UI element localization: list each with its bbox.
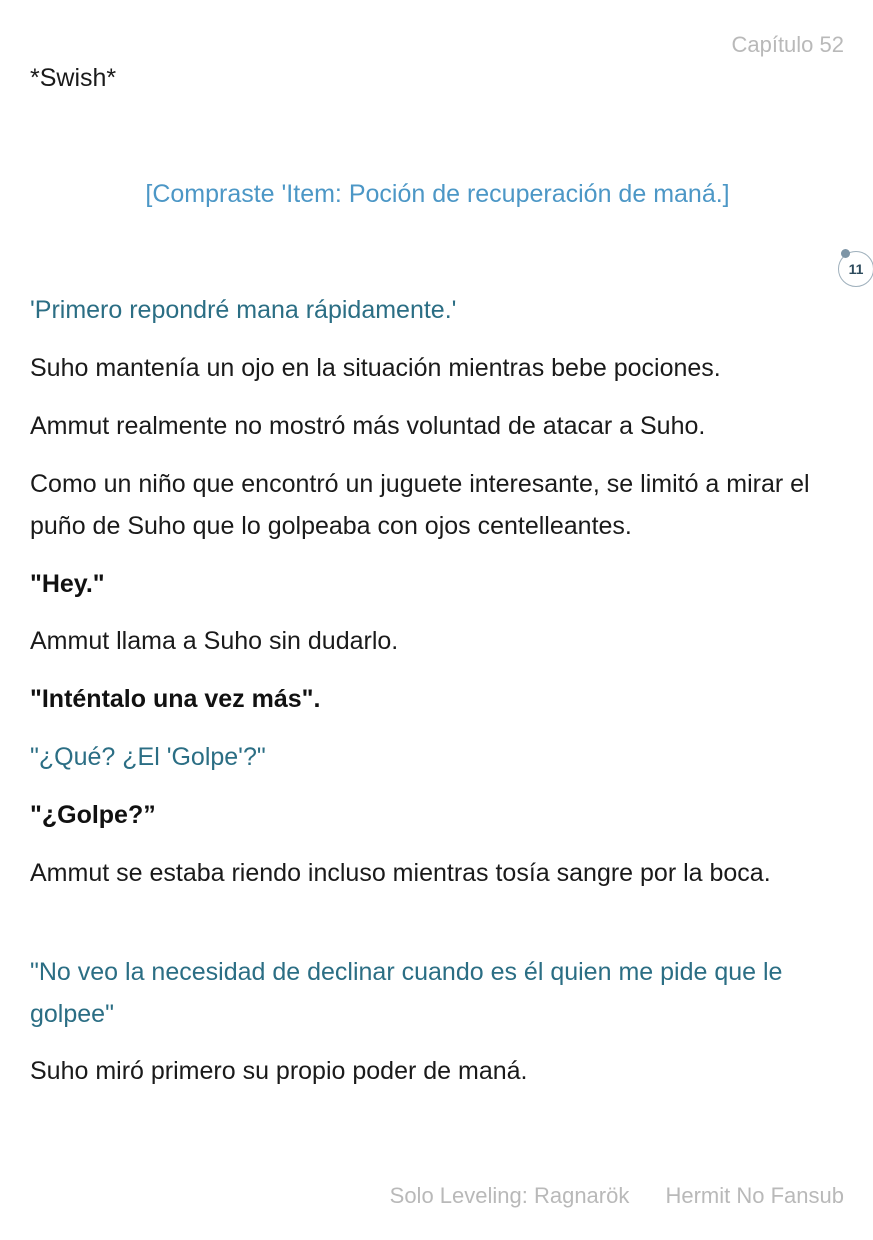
- badge-dot-icon: [841, 249, 850, 258]
- paragraph-dialogue: "Hey.": [30, 570, 105, 598]
- paragraph-dialogue-teal: "¿Qué? ¿El 'Golpe'?": [30, 743, 266, 771]
- paragraph-thought: 'Primero repondré mana rápidamente.': [30, 296, 457, 324]
- paragraph-narration: Ammut llama a Suho sin dudarlo.: [30, 627, 399, 655]
- paragraph-narration: Suho miró primero su propio poder de maná.: [30, 1057, 528, 1085]
- paragraph-dialogue: "¿Golpe?”: [30, 801, 156, 829]
- translator-credit: Hermit No Fansub: [665, 1183, 844, 1208]
- chapter-label: Capítulo 52: [731, 32, 844, 57]
- comment-count-badge[interactable]: [838, 251, 873, 287]
- paragraph-dialogue-teal: "No veo la necesidad de declinar cuando es él quien me pide que le golpee": [30, 958, 783, 1028]
- paragraph-narration: Ammut se estaba riendo incluso mientras tosía sangre por la boca.: [30, 859, 771, 887]
- page-footer: [390, 1183, 844, 1209]
- book-title: Solo Leveling: Ragnarök: [389, 1183, 630, 1208]
- paragraph-sfx: *Swish*: [30, 64, 117, 92]
- paragraph-narration: Ammut realmente no mostró más voluntad de atacar a Suho.: [30, 412, 706, 440]
- paragraph-narration: Suho mantenía un ojo en la situación mientras bebe pociones.: [30, 354, 721, 382]
- paragraph-system-message: [Compraste 'Item: Poción de recuperación de maná.]: [145, 180, 730, 208]
- comment-count: 11: [848, 261, 864, 277]
- paragraph-narration: Como un niño que encontró un juguete interesante, se limitó a mirar el puño de Suho que lo golpeaba con ojos centelleantes.: [30, 470, 810, 540]
- paragraph-dialogue: "Inténtalo una vez más".: [30, 685, 321, 713]
